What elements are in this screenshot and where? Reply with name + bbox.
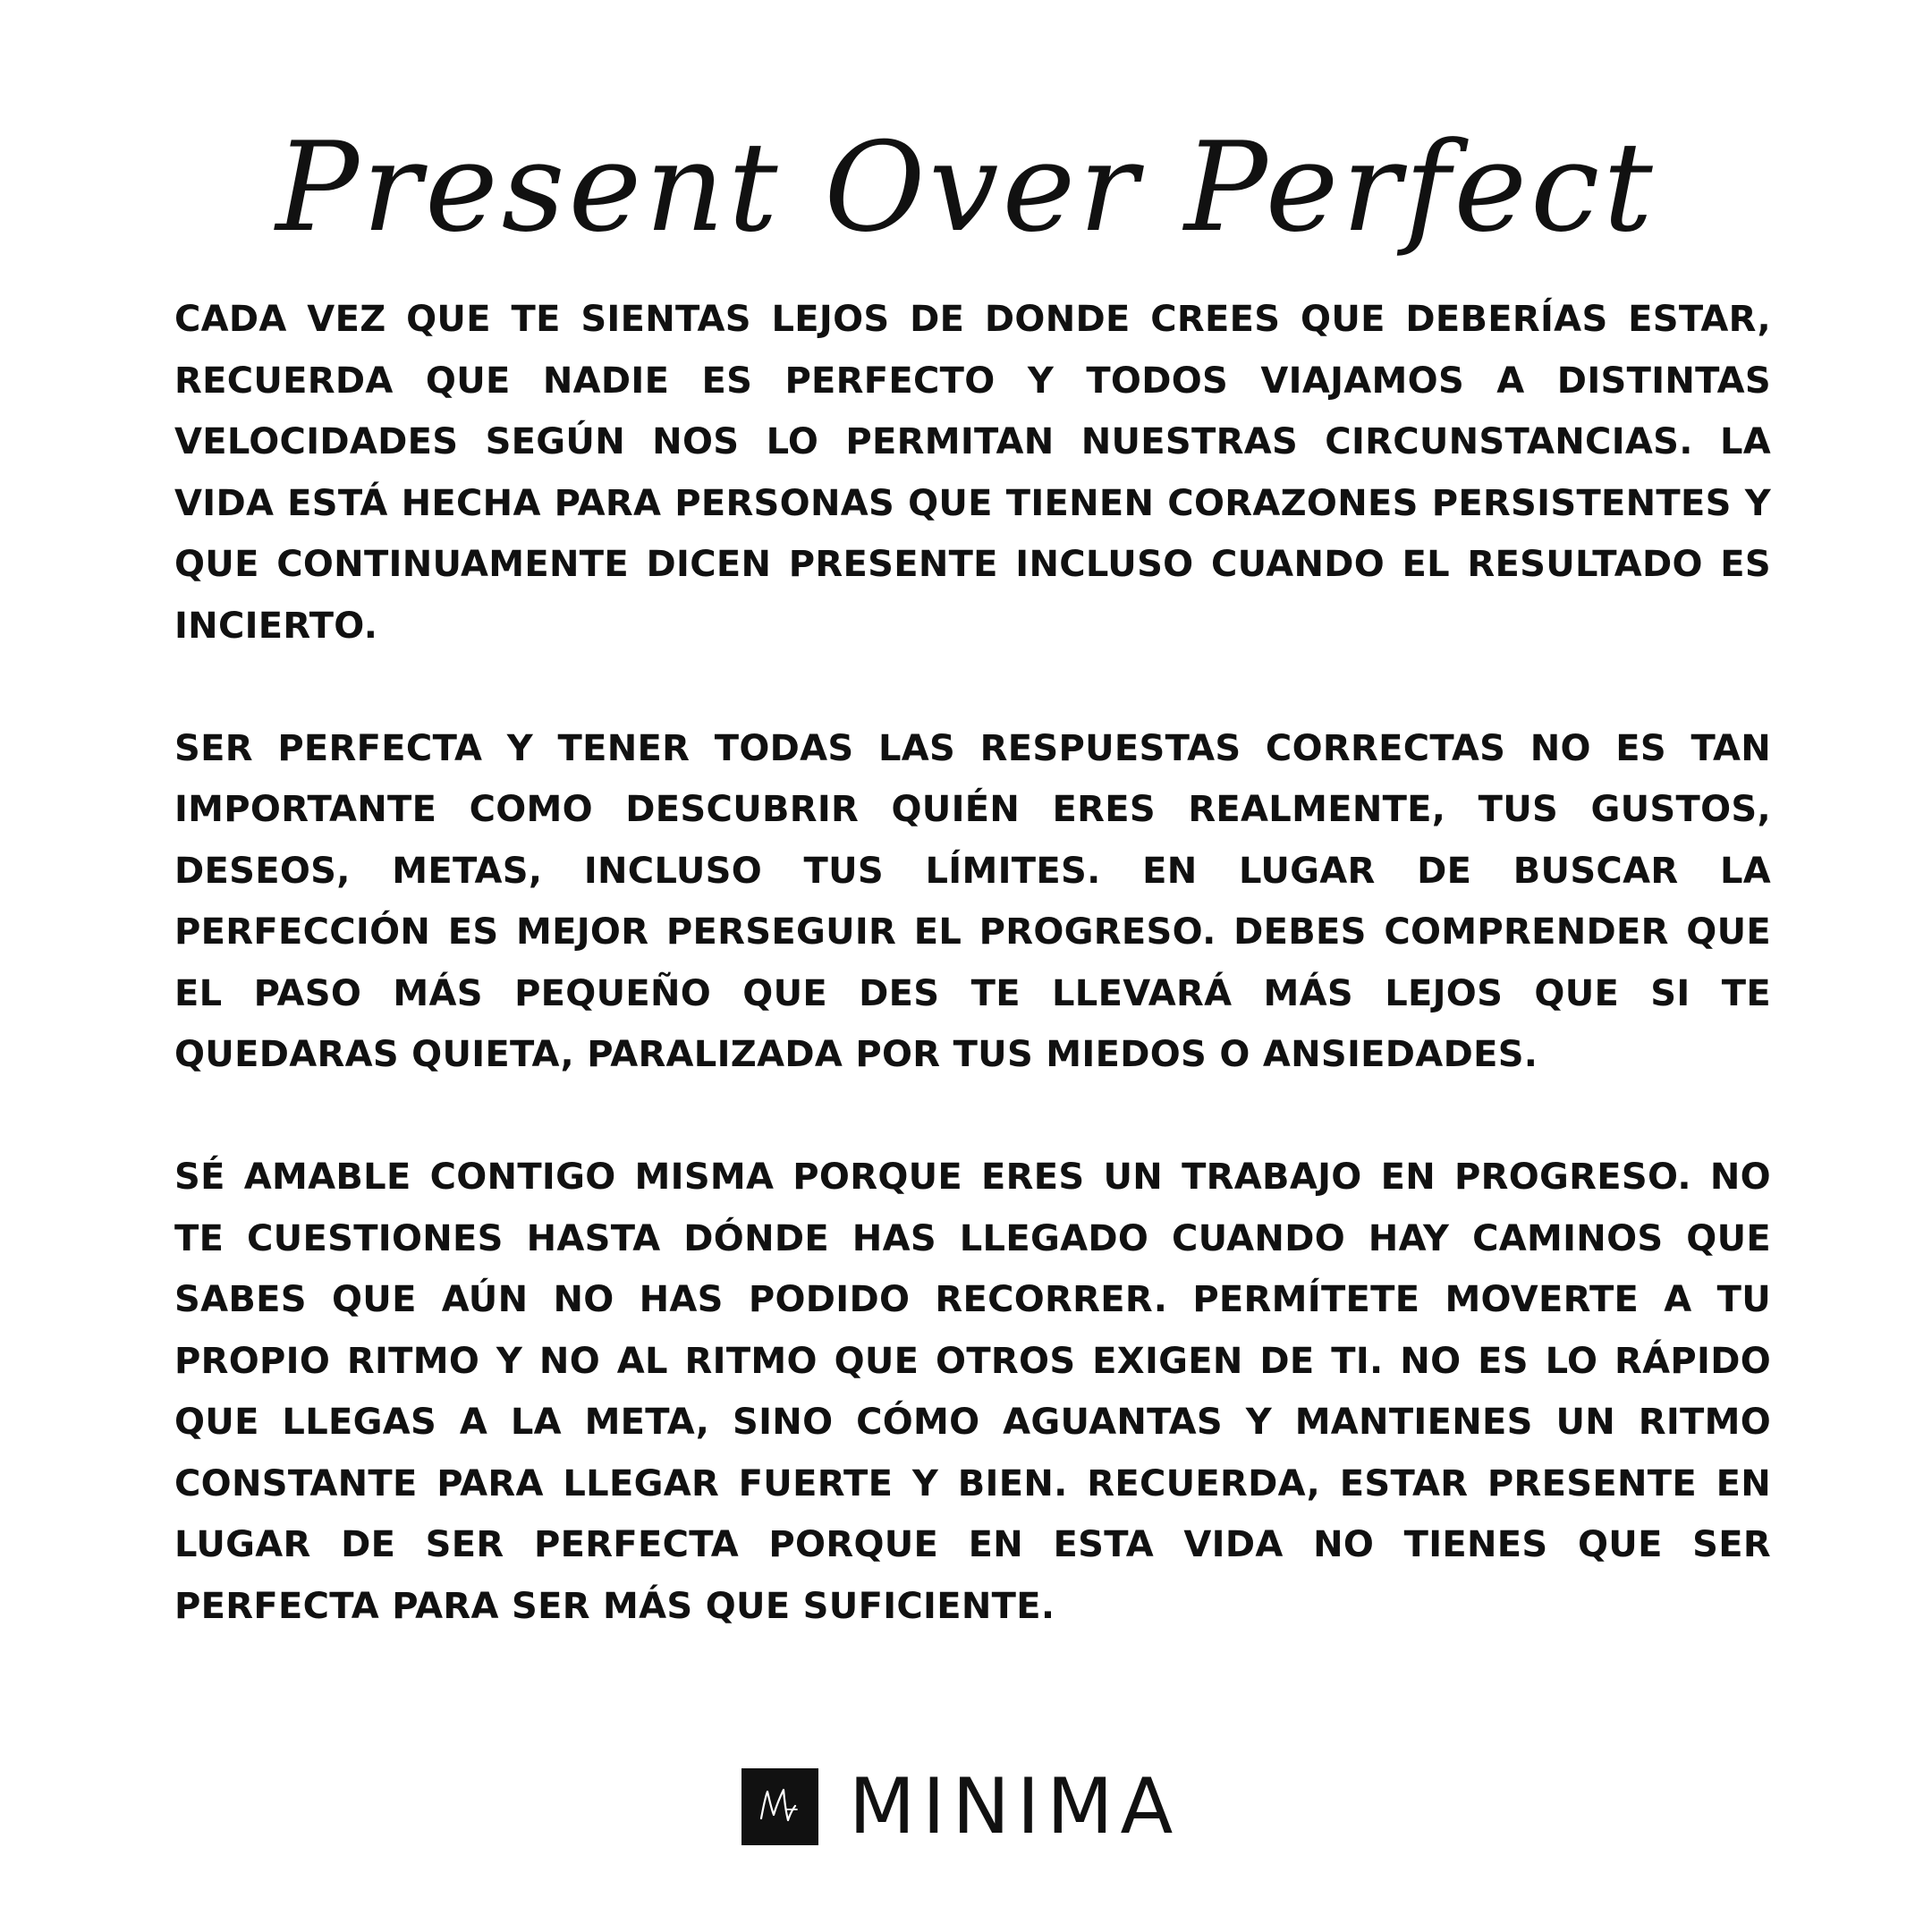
article-body [174,289,1771,1637]
brand-name: MINIMA [849,1762,1181,1852]
page-title: Present Over Perfect [275,115,1657,259]
paragraph-3: SÉ AMABLE CONTIGO MISMA PORQUE ERES UN TRABAJO EN PROGRESO. NO TE CUESTIONES HASTA DÓNDE HAS LLEGADO CUANDO HAY CAMINOS QUE SABES QUE AÚN NO HAS PODIDO RECORRER. PERMÍTETE MOVERTE A TU PROPIO RITMO Y NO AL RITMO QUE OTROS EXIGEN DE TI. NO ES LO RÁPIDO QUE LLEGAS A LA META, SINO CÓMO AGUANTAS Y MANTIENES UN RITMO CONSTANTE PARA LLEGAR FUERTE Y BIEN. RECUERDA, ESTAR PRESENTE EN LUGAR DE SER PERFECTA PORQUE EN ESTA VIDA NO TIENES QUE SER PERFECTA PARA SER MÁS QUE SUFICIENTE. [174,1157,1771,1627]
paragraph-1: CADA VEZ QUE TE SIENTAS LEJOS DE DONDE CREES QUE DEBERÍAS ESTAR, RECUERDA QUE NADIE ES PERFECTO Y TODOS VIAJAMOS A DISTINTAS VELOCIDADES SEGÚN NOS LO PERMITAN NUESTRAS CIRCUNSTANCIAS. LA VIDA ESTÁ HECHA PARA PERSONAS QUE TIENEN CORAZONES PERSISTENTES Y QUE CONTINUAMENTE DICEN PRESENTE INCLUSO CUANDO EL RESULTADO ES INCIERTO. [174,299,1771,647]
paragraph-2: SER PERFECTA Y TENER TODAS LAS RESPUESTAS CORRECTAS NO ES TAN IMPORTANTE COMO DESCUBRIR QUIÉN ERES REALMENTE, TUS GUSTOS, DESEOS, METAS, INCLUSO TUS LÍMITES. EN LUGAR DE BUSCAR LA PERFECCIÓN ES MEJOR PERSEGUIR EL PROGRESO. DEBES COMPRENDER QUE EL PASO MÁS PEQUEÑO QUE DES TE LLEVARÁ MÁS LEJOS QUE SI TE QUEDARAS QUIETA, PARALIZADA POR TUS MIEDOS O ANSIEDADES. [174,727,1771,1075]
handwritten-m-logo-icon [741,1768,818,1845]
brand-logo [741,1762,1181,1852]
